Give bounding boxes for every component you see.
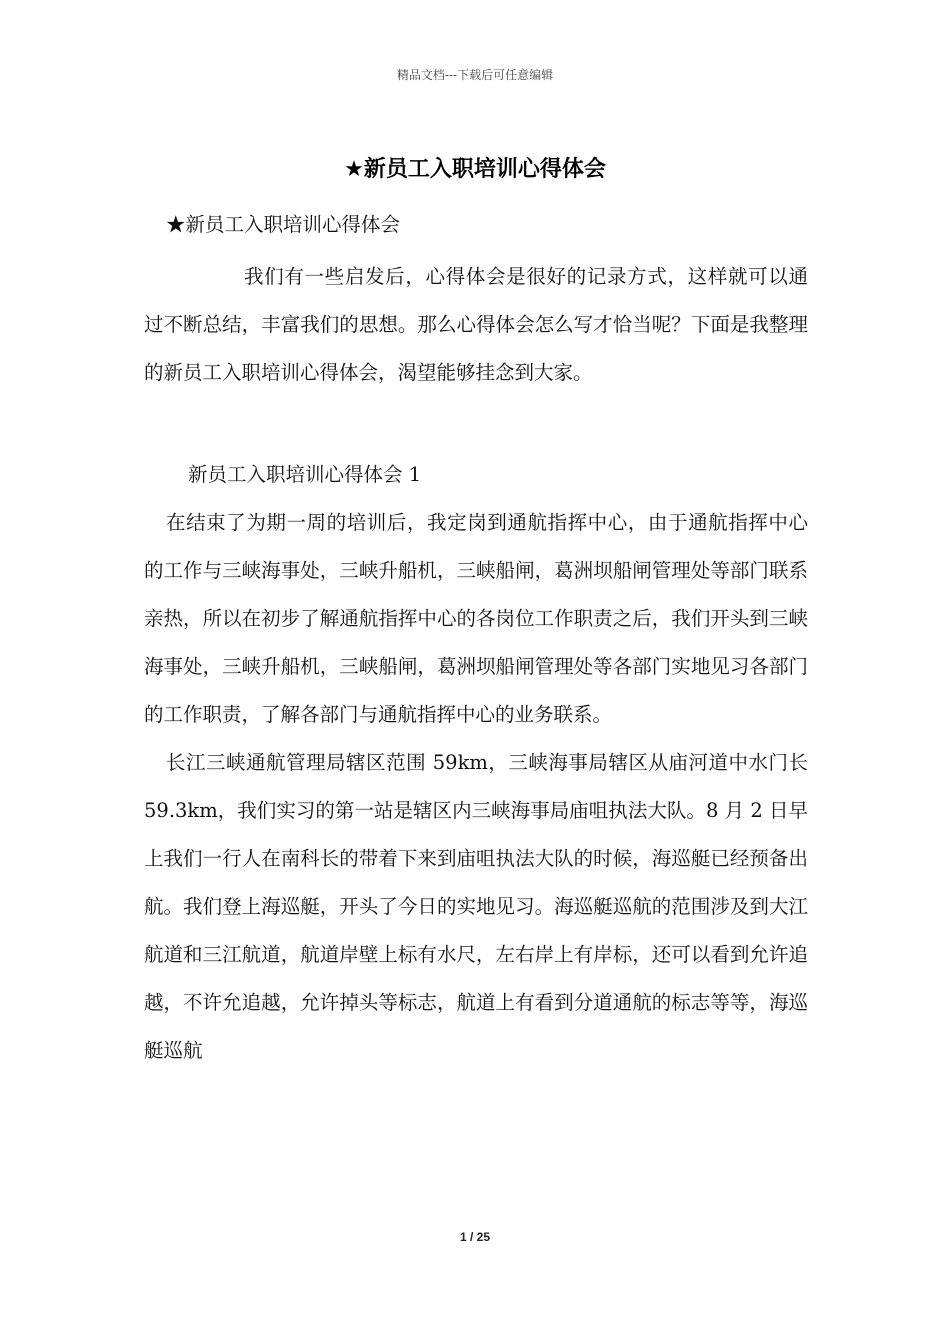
page-number: 1 / 25	[459, 1230, 491, 1244]
intro-paragraph: 我们有一些启发后，心得体会是很好的记录方式，这样就可以通过不断总结，丰富我们的思想。那么心得体会怎么写才恰当呢？下面是我整理的新员工入职培训心得体会，渴望能够挂念到大家。	[144, 265, 808, 384]
header-note: 精品文档---下载后可任意编辑	[396, 68, 554, 82]
body-paragraph-1: 在结束了为期一周的培训后，我定岗到通航指挥中心，由于通航指挥中心的工作与三峡海事处，三峡升船机，三峡船闸，葛洲坝船闸管理处等部门联系亲热，所以在初步了解通航指挥中心的各岗位工作职责之后，我们开头到三峡海事处，三峡升船机，三峡船闸，葛洲坝船闸管理处等各部门实地见习各部门的工作职责，了解各部门与通航指挥中心的业务联系。	[144, 511, 808, 726]
body-paragraph-2: 长江三峡通航管理局辖区范围 59km，三峡海事局辖区从庙河道中水门长 59.3km，我们实习的第一站是辖区内三峡海事局庙咀执法大队。8 月 2 日早上我们一行人在南科长的带着下来到庙咀执法大队的时候，海巡艇已经预备出航。我们登上海巡艇，开头了今日的实地见习。海巡艇巡航的范围涉及到大江航道和三江航道，航道岸壁上标有水尺，左右岸上有岸标，还可以看到允许追越，不许允追越，允许掉头等标志，航道上有看到分道通航的标志等等，海巡艇巡航	[144, 751, 808, 1062]
page-title: ★新员工入职培训心得体会	[344, 157, 606, 182]
document-body	[144, 205, 808, 1075]
spacer	[144, 397, 808, 451]
subtitle: ★新员工入职培训心得体会	[166, 213, 401, 236]
section-heading: 新员工入职培训心得体会 1	[188, 463, 422, 486]
